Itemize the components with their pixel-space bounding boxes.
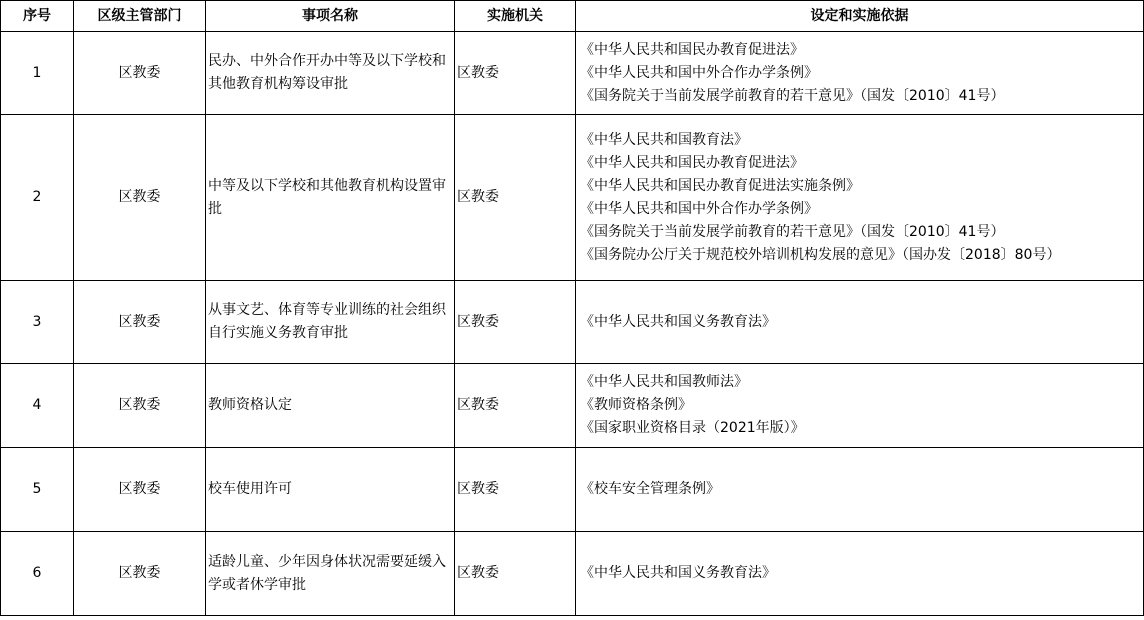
table-row [1,281,1144,364]
header-legal-basis: 设定和实施依据 [576,1,1144,32]
serial-number-cell: 5 [1,448,74,532]
serial-number-cell: 3 [1,281,74,364]
table-row [1,448,1144,532]
item-name-cell: 中等及以下学校和其他教育机构设置审批 [206,115,455,281]
legal-basis-line: 《国家职业资格目录（2021年版）》 [580,420,805,436]
serial-number-cell: 4 [1,364,74,448]
agency-cell: 区教委 [455,281,576,364]
legal-basis-cell [576,32,1144,115]
table-row [1,364,1144,448]
item-name-cell: 从事文艺、体育等专业训练的社会组织自行实施义务教育审批 [206,281,455,364]
table-row [1,532,1144,616]
legal-basis-line: 《中华人民共和国义务教育法》 [580,313,776,330]
legal-basis-line: 《中华人民共和国民办教育促进法实施条例》 [580,177,860,194]
legal-basis-line: 《中华人民共和国民办教育促进法》 [580,41,804,58]
department-cell: 区教委 [74,115,206,281]
legal-basis-line: 《国务院关于当前发展学前教育的若干意见》（国发〔2010〕41号） [580,223,1005,240]
legal-basis-line: 《教师资格条例》 [580,397,692,413]
legal-basis-line: 《中华人民共和国教师法》 [580,374,748,390]
item-name-cell: 教师资格认定 [206,364,455,448]
header-district-department: 区级主管部门 [74,1,206,32]
legal-basis-line: 《国务院关于当前发展学前教育的若干意见》（国发〔2010〕41号） [580,87,1005,104]
legal-basis-line: 《国务院办公厅关于规范校外培训机构发展的意见》（国办发〔2018〕80号） [580,246,1061,263]
legal-basis-line: 《中华人民共和国教育法》 [580,131,748,148]
item-name-cell: 民办、中外合作开办中等及以下学校和其他教育机构筹设审批 [206,32,455,115]
serial-number-cell: 6 [1,532,74,616]
agency-cell: 区教委 [455,532,576,616]
legal-basis-line: 《中华人民共和国民办教育促进法》 [580,154,804,171]
header-item-name: 事项名称 [206,1,455,32]
item-name-cell: 校车使用许可 [206,448,455,532]
department-cell: 区教委 [74,32,206,115]
legal-basis-cell [576,115,1144,281]
department-cell: 区教委 [74,532,206,616]
legal-basis-cell [576,448,1144,532]
agency-cell: 区教委 [455,115,576,281]
legal-basis-cell [576,364,1144,448]
legal-basis-line: 《中华人民共和国中外合作办学条例》 [580,64,818,81]
legal-basis-cell [576,532,1144,616]
agency-cell: 区教委 [455,448,576,532]
header-row [1,1,1144,32]
department-cell: 区教委 [74,448,206,532]
header-implementing-agency: 实施机关 [455,1,576,32]
legal-basis-line: 《中华人民共和国义务教育法》 [580,565,776,581]
serial-number-cell: 1 [1,32,74,115]
agency-cell: 区教委 [455,32,576,115]
legal-basis-cell [576,281,1144,364]
serial-number-cell: 2 [1,115,74,281]
legal-basis-line: 《校车安全管理条例》 [580,481,720,497]
table-row [1,115,1144,281]
header-serial-number: 序号 [1,1,74,32]
department-cell: 区教委 [74,281,206,364]
table-row [1,32,1144,115]
department-cell: 区教委 [74,364,206,448]
agency-cell: 区教委 [455,364,576,448]
item-name-cell: 适龄儿童、少年因身体状况需要延缓入学或者休学审批 [206,532,455,616]
legal-basis-line: 《中华人民共和国中外合作办学条例》 [580,200,818,217]
